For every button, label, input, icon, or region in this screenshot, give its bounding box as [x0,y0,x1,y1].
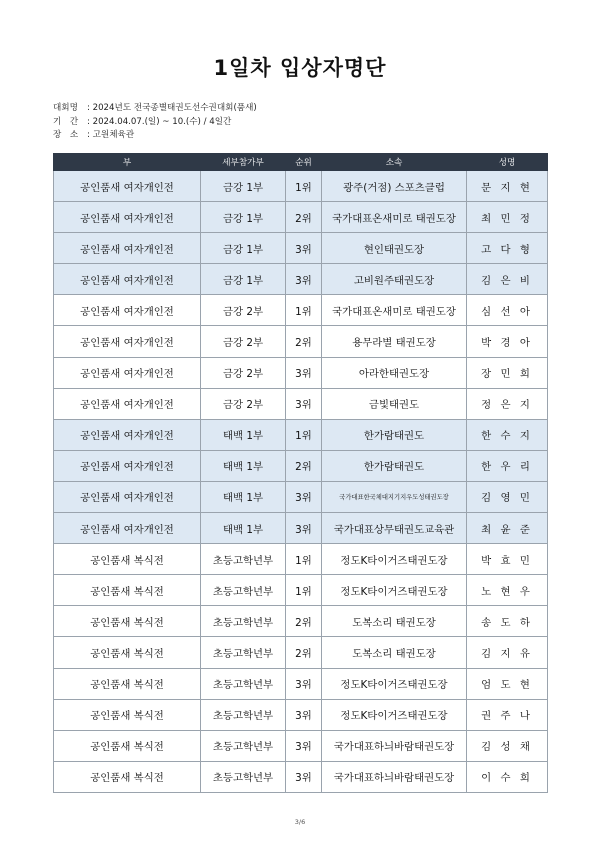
rank-cell: 3위 [286,699,322,730]
rank-cell: 3위 [286,481,322,512]
header-rank: 순위 [286,154,322,171]
results-table [53,153,548,793]
name-cell: 정 은 지 [467,388,548,419]
table-row [54,171,548,202]
rank-cell: 1위 [286,171,322,202]
division-cell: 공인품새 여자개인전 [54,171,201,202]
table-row [54,326,548,357]
rank-cell: 1위 [286,295,322,326]
category-cell: 태백 1부 [201,481,286,512]
table-row [54,761,548,792]
event-info [53,102,257,143]
category-cell: 초등고학년부 [201,668,286,699]
name-cell: 김 지 유 [467,637,548,668]
rank-cell: 3위 [286,668,322,699]
category-cell: 금강 2부 [201,388,286,419]
category-cell: 금강 1부 [201,171,286,202]
table-row [54,295,548,326]
rank-cell: 3위 [286,388,322,419]
table-row [54,637,548,668]
affiliation-cell: 국가대표온새미로 태권도장 [322,202,467,233]
name-cell: 문 지 현 [467,171,548,202]
name-cell: 권 주 나 [467,699,548,730]
division-cell: 공인품새 복식전 [54,637,201,668]
category-cell: 금강 1부 [201,202,286,233]
table-row [54,388,548,419]
table-row [54,668,548,699]
page-title: 1일차 입상자명단 [213,56,387,80]
event-period-label: 기 간 [53,116,79,127]
division-cell: 공인품새 복식전 [54,699,201,730]
name-cell: 한 우 리 [467,450,548,481]
header-category: 세부참가부 [201,154,286,171]
name-cell: 최 윤 준 [467,513,548,544]
category-cell: 금강 2부 [201,357,286,388]
rank-cell: 2위 [286,637,322,668]
event-name-value: : 2024년도 전국종별태권도선수권대회(품새) [87,103,257,113]
category-cell: 금강 1부 [201,233,286,264]
category-cell: 태백 1부 [201,450,286,481]
division-cell: 공인품새 복식전 [54,606,201,637]
category-cell: 초등고학년부 [201,575,286,606]
division-cell: 공인품새 여자개인전 [54,264,201,295]
table-row [54,202,548,233]
name-cell: 김 영 민 [467,481,548,512]
division-cell: 공인품새 복식전 [54,730,201,761]
category-cell: 태백 1부 [201,513,286,544]
category-cell: 초등고학년부 [201,637,286,668]
event-venue-row [53,129,257,143]
affiliation-cell: 도복소리 태권도장 [322,606,467,637]
table-row [54,513,548,544]
division-cell: 공인품새 여자개인전 [54,450,201,481]
table-row [54,730,548,761]
category-cell: 태백 1부 [201,419,286,450]
affiliation-cell: 국가대표하늬바람태권도장 [322,730,467,761]
affiliation-cell: 금빛태권도 [322,388,467,419]
category-cell: 초등고학년부 [201,730,286,761]
affiliation-cell: 국가대표하늬바람태권도장 [322,761,467,792]
affiliation-cell: 고비원주태권도장 [322,264,467,295]
affiliation-cell: 국가대표온새미로 태권도장 [322,295,467,326]
division-cell: 공인품새 여자개인전 [54,233,201,264]
event-name-label: 대회명 [53,103,78,113]
affiliation-cell: 정도K타이거즈태권도장 [322,668,467,699]
name-cell: 엄 도 현 [467,668,548,699]
affiliation-cell: 한가람태권도 [322,419,467,450]
table-row [54,699,548,730]
rank-cell: 3위 [286,357,322,388]
event-period-value: : 2024.04.07.(일) ~ 10.(수) / 4일간 [87,116,232,127]
category-cell: 초등고학년부 [201,544,286,575]
rank-cell: 3위 [286,730,322,761]
category-cell: 금강 2부 [201,326,286,357]
division-cell: 공인품새 여자개인전 [54,388,201,419]
name-cell: 박 효 민 [467,544,548,575]
name-cell: 심 선 아 [467,295,548,326]
division-cell: 공인품새 여자개인전 [54,326,201,357]
category-cell: 초등고학년부 [201,606,286,637]
table-row [54,419,548,450]
results-body [54,171,548,793]
header-division: 부 [54,154,201,171]
table-row [54,544,548,575]
category-cell: 초등고학년부 [201,761,286,792]
name-cell: 박 경 아 [467,326,548,357]
category-cell: 초등고학년부 [201,699,286,730]
division-cell: 공인품새 복식전 [54,544,201,575]
affiliation-cell: 도복소리 태권도장 [322,637,467,668]
affiliation-cell: 현인태권도장 [322,233,467,264]
affiliation-cell: 광주(거점) 스포츠클럽 [322,171,467,202]
affiliation-cell: 정도K타이거즈태권도장 [322,544,467,575]
division-cell: 공인품새 복식전 [54,761,201,792]
rank-cell: 1위 [286,544,322,575]
name-cell: 김 성 채 [467,730,548,761]
table-row [54,357,548,388]
event-venue-value: : 고원체육관 [87,130,135,140]
division-cell: 공인품새 복식전 [54,575,201,606]
affiliation-cell: 용무라별 태권도장 [322,326,467,357]
table-row [54,481,548,512]
division-cell: 공인품새 여자개인전 [54,513,201,544]
rank-cell: 2위 [286,450,322,481]
affiliation-cell: 한가람태권도 [322,450,467,481]
rank-cell: 2위 [286,606,322,637]
name-cell: 송 도 하 [467,606,548,637]
table-row [54,264,548,295]
table-row [54,450,548,481]
event-name-row [53,102,257,116]
header-affiliation: 소속 [322,154,467,171]
division-cell: 공인품새 여자개인전 [54,295,201,326]
name-cell: 장 민 희 [467,357,548,388]
name-cell: 이 수 희 [467,761,548,792]
name-cell: 최 민 정 [467,202,548,233]
page-number: 3/6 [294,818,306,826]
division-cell: 공인품새 여자개인전 [54,419,201,450]
division-cell: 공인품새 여자개인전 [54,481,201,512]
name-cell: 한 수 지 [467,419,548,450]
event-venue-label: 장 소 [53,130,79,140]
name-cell: 고 다 형 [467,233,548,264]
affiliation-cell: 국가대표한국체대지기지우도성태권도장 [322,481,467,512]
table-header-row [54,154,548,171]
rank-cell: 1위 [286,419,322,450]
name-cell: 김 은 비 [467,264,548,295]
rank-cell: 3위 [286,513,322,544]
rank-cell: 2위 [286,202,322,233]
affiliation-cell: 정도K타이거즈태권도장 [322,575,467,606]
event-period-row [53,116,257,130]
rank-cell: 1위 [286,575,322,606]
category-cell: 금강 2부 [201,295,286,326]
affiliation-cell: 정도K타이거즈태권도장 [322,699,467,730]
division-cell: 공인품새 복식전 [54,668,201,699]
division-cell: 공인품새 여자개인전 [54,357,201,388]
header-name: 성명 [467,154,548,171]
category-cell: 금강 1부 [201,264,286,295]
table-row [54,233,548,264]
division-cell: 공인품새 여자개인전 [54,202,201,233]
affiliation-cell: 국가대표상무태권도교육관 [322,513,467,544]
rank-cell: 2위 [286,326,322,357]
affiliation-cell: 아라한태권도장 [322,357,467,388]
table-row [54,575,548,606]
table-row [54,606,548,637]
rank-cell: 3위 [286,264,322,295]
rank-cell: 3위 [286,233,322,264]
rank-cell: 3위 [286,761,322,792]
name-cell: 노 현 우 [467,575,548,606]
